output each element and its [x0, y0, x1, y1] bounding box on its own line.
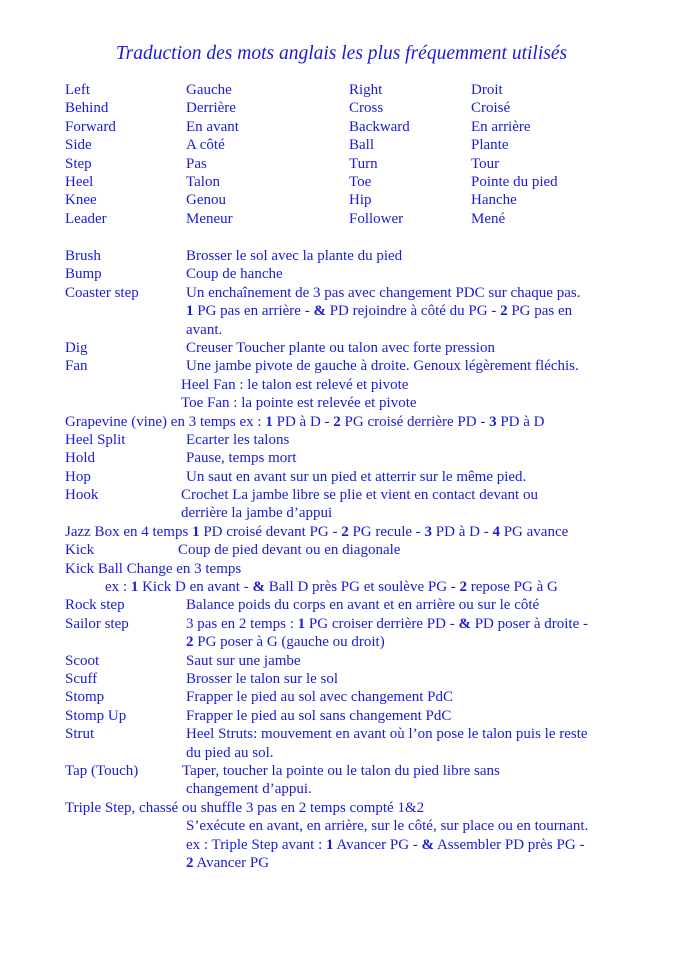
vocab-french: Droit: [471, 82, 503, 98]
definition: Brosser le talon sur le sol: [186, 670, 339, 687]
vocab-french: A côté: [186, 137, 225, 154]
count-number: 1: [297, 615, 306, 632]
count-ampersand: &: [252, 579, 265, 596]
vocab-french: Hanche: [471, 192, 517, 209]
text: PG poser à G (gauche ou droit): [193, 634, 385, 651]
count-number: 1: [186, 303, 194, 320]
text: Ball D près PG et soulève PG -: [264, 579, 460, 596]
glossary-entry-heel-split: [65, 431, 625, 449]
glossary-entry-kick-ball-change: [65, 560, 625, 578]
glossary: [65, 247, 625, 872]
glossary-entry-grapevine: [65, 413, 625, 431]
term: Scuff: [65, 670, 98, 687]
glossary-continuation: [65, 836, 625, 854]
count-number: 1: [192, 523, 200, 540]
count-ampersand: &: [458, 615, 471, 632]
text: 3 pas en 2 temps :: [186, 615, 298, 632]
definition: Coup de pied devant ou en diagonale: [178, 542, 401, 559]
text: PG recule -: [348, 523, 425, 540]
vocab-english: Follower: [349, 210, 404, 227]
glossary-entry-stomp-up: [65, 707, 625, 725]
text: PD poser à droite -: [470, 615, 588, 632]
text: PG pas en arrière -: [193, 303, 314, 320]
definition: Creuser Toucher plante ou talon avec forte pression: [186, 339, 495, 356]
vocab-english: Step: [65, 155, 92, 172]
glossary-continuation: [65, 633, 625, 651]
glossary-entry-rock-step: [65, 596, 625, 614]
vocab-english: Heel: [65, 173, 94, 190]
definition: Ecarter les talons: [186, 431, 290, 448]
definition-line: [105, 578, 558, 596]
definition: Une jambe pivote de gauche à droite. Genoux légèrement fléchis.: [186, 358, 579, 375]
text: PD à D: [496, 413, 545, 430]
count-number: 3: [489, 413, 497, 430]
term: Fan: [65, 358, 88, 375]
term: Sailor step: [65, 615, 129, 632]
term: Hop: [65, 468, 91, 485]
glossary-entry-hold: [65, 449, 625, 467]
vocab-row: [65, 210, 625, 228]
count-number: 1: [130, 579, 139, 596]
definition-line: [65, 413, 545, 431]
definition: Saut sur une jambe: [186, 652, 301, 669]
text: PG croiser derrière PD -: [305, 615, 459, 632]
vocab-french: Talon: [186, 173, 220, 190]
glossary-entry-stomp: [65, 688, 625, 706]
text: Assembler PD près PG -: [434, 836, 585, 853]
vocab-row: [65, 118, 625, 136]
definition-line: [186, 302, 572, 320]
vocab-english: Ball: [349, 137, 374, 154]
vocab-french: Tour: [471, 155, 500, 172]
term: Triple Step, chassé ou shuffle 3 pas en 2 temps compté 1&2: [65, 799, 425, 816]
term: Tap (Touch): [65, 762, 139, 779]
definition: Un saut en avant sur un pied et atterrir sur le même pied.: [186, 468, 527, 485]
definition: Coup de hanche: [186, 266, 283, 283]
definition-line: S’exécute en avant, en arrière, sur le côté, sur place ou en tournant.: [186, 818, 589, 835]
glossary-continuation: [65, 302, 625, 320]
glossary-continuation: [65, 578, 625, 596]
glossary-entry-sailor-step: [65, 615, 625, 633]
glossary-entry-hop: [65, 468, 625, 486]
vocab-french: Croisé: [471, 100, 511, 117]
term: Heel Split: [65, 431, 126, 448]
glossary-entry-kick: [65, 541, 625, 559]
vocab-row: [65, 81, 625, 99]
vocab-french: Plante: [471, 137, 509, 154]
count-number: 2: [333, 413, 341, 430]
definition-line: avant.: [186, 321, 223, 338]
text: PD à D -: [432, 523, 493, 540]
page-title: Traduction des mots anglais les plus fréquemment utilisés: [115, 43, 568, 64]
glossary-entry-brush: [65, 247, 625, 265]
text: PG pas en: [507, 303, 573, 320]
vocab-english: Cross: [349, 100, 384, 117]
glossary-entry-scoot: [65, 652, 625, 670]
glossary-entry-fan: [65, 357, 625, 375]
definition: Frapper le pied au sol sans changement PdC: [186, 707, 452, 724]
term: Kick Ball Change en 3 temps: [65, 560, 242, 577]
vocabulary-table: [65, 81, 625, 228]
vocab-french: Mené: [471, 210, 506, 227]
count-number: 1: [265, 413, 273, 430]
text: repose PG à G: [467, 579, 558, 596]
definition-line: Heel Fan : le talon est relevé et pivote: [181, 376, 409, 393]
text: PG croisé derrière PD -: [340, 413, 490, 430]
definition: Balance poids du corps en avant et en arrière ou sur le côté: [186, 597, 540, 614]
glossary-continuation: [65, 321, 625, 339]
glossary-continuation: [65, 854, 625, 872]
count-number: 4: [492, 523, 500, 540]
text: Grapevine (vine) en 3 temps ex :: [65, 413, 266, 430]
definition-line: [65, 523, 568, 541]
vocab-english: Leader: [65, 210, 107, 227]
vocab-french: Pointe du pied: [471, 173, 558, 190]
definition: Heel Struts: mouvement en avant où l’on pose le talon puis le reste: [186, 726, 588, 743]
count-number: 1: [326, 836, 334, 853]
text: Avancer PG: [193, 854, 270, 871]
term: Brush: [65, 248, 101, 264]
definition-line: derrière la jambe d’appui: [181, 505, 333, 522]
vocab-french: Meneur: [186, 210, 233, 227]
glossary-entry-scuff: [65, 670, 625, 688]
text: PD à D -: [272, 413, 334, 430]
count-number: 2: [500, 303, 508, 320]
glossary-continuation: [65, 744, 625, 762]
vocab-row: [65, 99, 625, 117]
definition: Taper, toucher la pointe ou le talon du pied libre sans: [182, 762, 500, 779]
glossary-entry-dig: [65, 339, 625, 357]
count-ampersand: &: [313, 303, 326, 320]
vocab-english: Behind: [65, 100, 109, 117]
term: Scoot: [65, 652, 100, 669]
glossary-entry-strut: [65, 725, 625, 743]
text: ex : Triple Step avant :: [186, 836, 326, 853]
vocab-english: Hip: [349, 192, 372, 209]
text: PD rejoindre à côté du PG -: [325, 303, 501, 320]
definition: [186, 615, 588, 633]
vocab-french: Gauche: [186, 82, 232, 98]
definition: Frapper le pied au sol avec changement PdC: [186, 689, 453, 706]
definition-line: Toe Fan : la pointe est relevée et pivote: [181, 395, 417, 412]
term: Hook: [65, 487, 99, 504]
vocab-english: Forward: [65, 118, 116, 135]
glossary-entry-hook: [65, 486, 625, 504]
term: Bump: [65, 266, 102, 283]
vocab-row: [65, 191, 625, 209]
glossary-continuation: [65, 376, 625, 394]
glossary-continuation: [65, 504, 625, 522]
vocab-french: Derrière: [186, 100, 236, 117]
vocab-english: Knee: [65, 192, 97, 209]
definition-line: [186, 633, 385, 651]
vocab-row: [65, 173, 625, 191]
glossary-continuation: [65, 394, 625, 412]
glossary-entry-jazz-box: [65, 523, 625, 541]
glossary-entry-triple-step: [65, 799, 625, 817]
count-number: 3: [424, 523, 433, 540]
text: PD croisé devant PG -: [199, 523, 342, 540]
vocab-row: [65, 136, 625, 154]
definition-line: du pied au sol.: [186, 744, 274, 761]
definition-line: [186, 854, 269, 872]
vocab-french: En avant: [186, 118, 239, 135]
count-ampersand: &: [421, 836, 435, 853]
definition: Crochet La jambe libre se plie et vient en contact devant ou: [181, 487, 538, 504]
glossary-continuation: [65, 780, 625, 798]
vocab-english: Backward: [349, 118, 410, 135]
vocab-english: Side: [65, 137, 92, 154]
text: Avancer PG -: [333, 836, 422, 853]
vocab-french: En arrière: [471, 118, 531, 135]
text: ex :: [105, 579, 131, 596]
glossary-entry-bump: [65, 265, 625, 283]
text: PG avance: [499, 523, 569, 540]
vocab-english: Left: [65, 82, 90, 98]
definition: Un enchaînement de 3 pas avec changement PDC sur chaque pas.: [186, 284, 581, 301]
definition-line: [186, 836, 584, 854]
vocab-french: Pas: [186, 155, 207, 172]
vocab-english: Turn: [349, 155, 378, 172]
text: Jazz Box en 4 temps: [65, 523, 193, 540]
vocab-english: Toe: [349, 173, 372, 190]
term: Stomp Up: [65, 707, 127, 724]
term: Kick: [65, 542, 95, 559]
definition-line: changement d’appui.: [186, 781, 312, 798]
term: Hold: [65, 450, 95, 467]
glossary-entry-tap: [65, 762, 625, 780]
glossary-entry-coaster-step: [65, 284, 625, 302]
term: Stomp: [65, 689, 105, 706]
term: Strut: [65, 726, 95, 743]
text: Kick D en avant -: [138, 579, 253, 596]
term: Rock step: [65, 597, 125, 614]
count-number: 2: [341, 523, 349, 540]
vocab-english: Right: [349, 82, 383, 98]
vocab-french: Genou: [186, 192, 226, 209]
term: Coaster step: [65, 284, 139, 301]
count-number: 2: [459, 579, 468, 596]
term: Dig: [65, 339, 88, 356]
count-number: 2: [186, 854, 194, 871]
count-number: 2: [186, 634, 194, 651]
glossary-continuation: [65, 817, 625, 835]
definition: Brosser le sol avec la plante du pied: [186, 248, 403, 264]
vocab-row: [65, 155, 625, 173]
definition: Pause, temps mort: [186, 450, 297, 467]
